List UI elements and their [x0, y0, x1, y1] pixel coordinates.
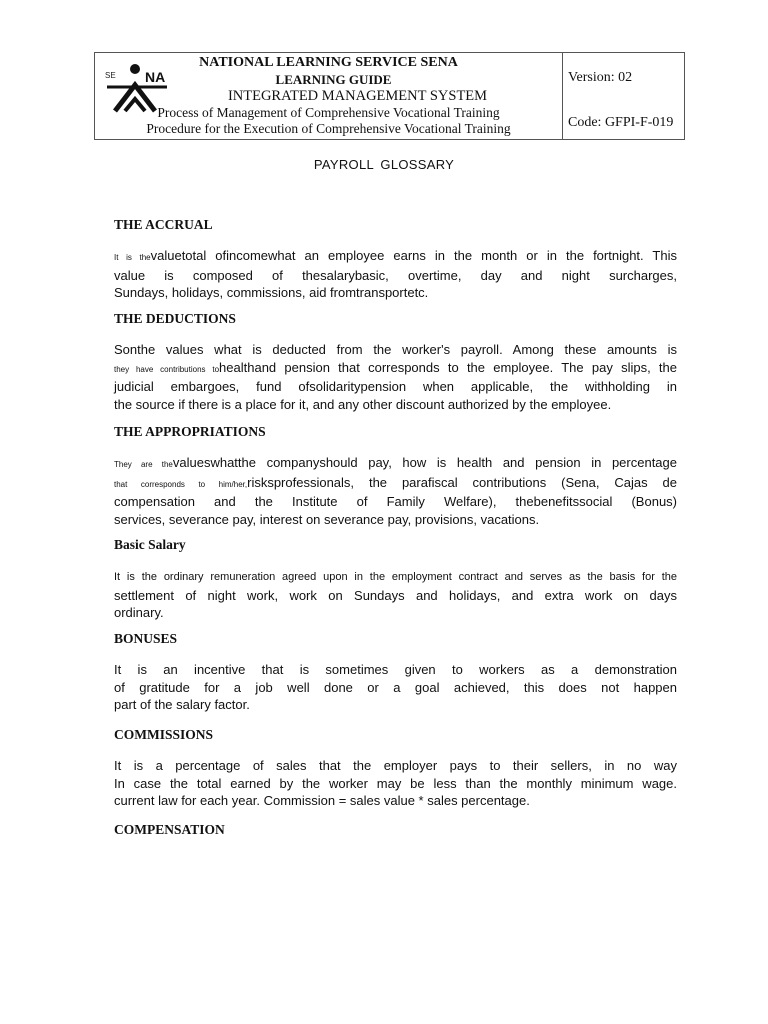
definition-line-text: part of the salary factor. [114, 697, 250, 712]
definition-line-text: compensation and the Institute of Family Welfare), thebenefitssocial (Bonus) [114, 494, 677, 509]
definition-line-text: Sonthe values what is deducted from the worker's payroll. Among these amounts is [114, 342, 677, 357]
definition-line-text: judicial embargoes, fund ofsolidaritypension when applicable, the withholding in [114, 379, 677, 394]
definition-line-prefix: It is the [114, 253, 151, 262]
definition-line-text: of gratitude for a job well done or a goal achieved, this does not happen [114, 679, 677, 695]
section-heading: COMPENSATION [114, 822, 225, 837]
header-line-process: Process of Management of Comprehensive Vocational Training [157, 104, 500, 120]
definition-line-text: It is a percentage of sales that the employer pays to their sellers, in no way [114, 758, 677, 773]
section-heading: THE APPROPRIATIONS [114, 424, 266, 439]
section-heading: BONUSES [114, 631, 178, 646]
glossary-section [114, 217, 677, 302]
definition-line-prefix: they have contributions to [114, 364, 220, 374]
definition-line-prefix: They are the [114, 460, 173, 469]
section-heading: THE DEDUCTIONS [114, 311, 236, 326]
definition-line [114, 454, 677, 474]
document-title: PAYROLL GLOSSARY [313, 157, 455, 172]
definition-line [114, 661, 677, 679]
glossary-section [114, 537, 677, 622]
header-title-cell [95, 53, 563, 139]
section-definition [114, 341, 677, 413]
header-line-system: INTEGRATED MANAGEMENT SYSTEM [227, 88, 488, 104]
definition-line [114, 267, 677, 285]
code-label: Code: GFPI-F-019 [568, 115, 674, 130]
definition-line-text: healthand pension that corresponds to the employee. The pay slips, the [219, 359, 677, 375]
definition-line-text: services, severance pay, interest on severance pay, provisions, vacations. [114, 511, 540, 527]
glossary-section [114, 727, 677, 810]
definition-line [114, 378, 677, 396]
definition-line-text: In case the total earned by the worker may be less than the monthly minimum wage. [114, 775, 677, 791]
section-heading: COMMISSIONS [114, 727, 214, 742]
definition-line-text: Sundays, holidays, commissions, aid fromtransportetc. [114, 285, 429, 300]
definition-line [114, 604, 677, 622]
logo-text-se: SE [105, 71, 116, 80]
definition-line-text: the source if there is a place for it, and any other discount authorized by the employee. [114, 396, 612, 412]
definition-line-text: valuetotal ofincomewhat an employee earns in the month or in the fortnight. This [150, 248, 677, 263]
header-line-institution: NATIONAL LEARNING SERVICE SENA [199, 55, 458, 70]
definition-line-text: risksprofessionals, the parafiscal contributions (Sena, Cajas de [247, 474, 677, 490]
section-definition [114, 247, 677, 302]
definition-line-text: valueswhatthe companyshould pay, how is health and pension in percentage [172, 455, 677, 470]
document-header [94, 52, 685, 140]
definition-line [114, 775, 677, 793]
version-label: Version: 02 [568, 70, 633, 85]
definition-line-text: It is an incentive that is sometimes given to workers as a demonstration [114, 662, 677, 677]
section-heading: Basic Salary [114, 537, 186, 552]
definition-line [114, 493, 677, 511]
definition-line [114, 474, 677, 494]
header-line-procedure: Procedure for the Execution of Comprehensive Vocational Training [146, 121, 511, 136]
definition-line [114, 587, 677, 605]
glossary-section [114, 311, 677, 413]
definition-line-prefix: that corresponds to him/her, [114, 479, 248, 489]
definition-line [114, 359, 677, 379]
logo-text-na: NA [145, 69, 166, 85]
definition-line [114, 284, 677, 302]
definition-line-text: It is the ordinary remuneration agreed upon in the employment contract and serves as the basis for the [114, 571, 677, 583]
definition-line-text: settlement of night work, work on Sundays and holidays, and extra work on days [114, 587, 677, 603]
section-heading: THE ACCRUAL [114, 217, 213, 232]
definition-line-text: value is composed of thesalarybasic, overtime, day and night surcharges, [114, 267, 677, 283]
section-definition [114, 661, 677, 714]
definition-line [114, 341, 677, 359]
definition-line [114, 757, 677, 775]
definition-line [114, 396, 677, 414]
definition-line-text: current law for each year. Commission = sales value * sales percentage. [114, 793, 530, 808]
header-meta-cell [563, 53, 684, 139]
header-line-guide: LEARNING GUIDE [275, 71, 392, 87]
definition-line [114, 696, 677, 714]
definition-line [114, 511, 677, 529]
definition-line [114, 679, 677, 697]
section-definition [114, 757, 677, 810]
section-definition [114, 454, 677, 528]
glossary-section [114, 631, 677, 714]
definition-line [114, 567, 677, 587]
section-definition [114, 567, 677, 622]
definition-line-text: ordinary. [114, 605, 164, 620]
glossary-section [114, 424, 677, 528]
definition-line [114, 247, 677, 267]
glossary-section [114, 822, 677, 838]
definition-line [114, 792, 677, 810]
